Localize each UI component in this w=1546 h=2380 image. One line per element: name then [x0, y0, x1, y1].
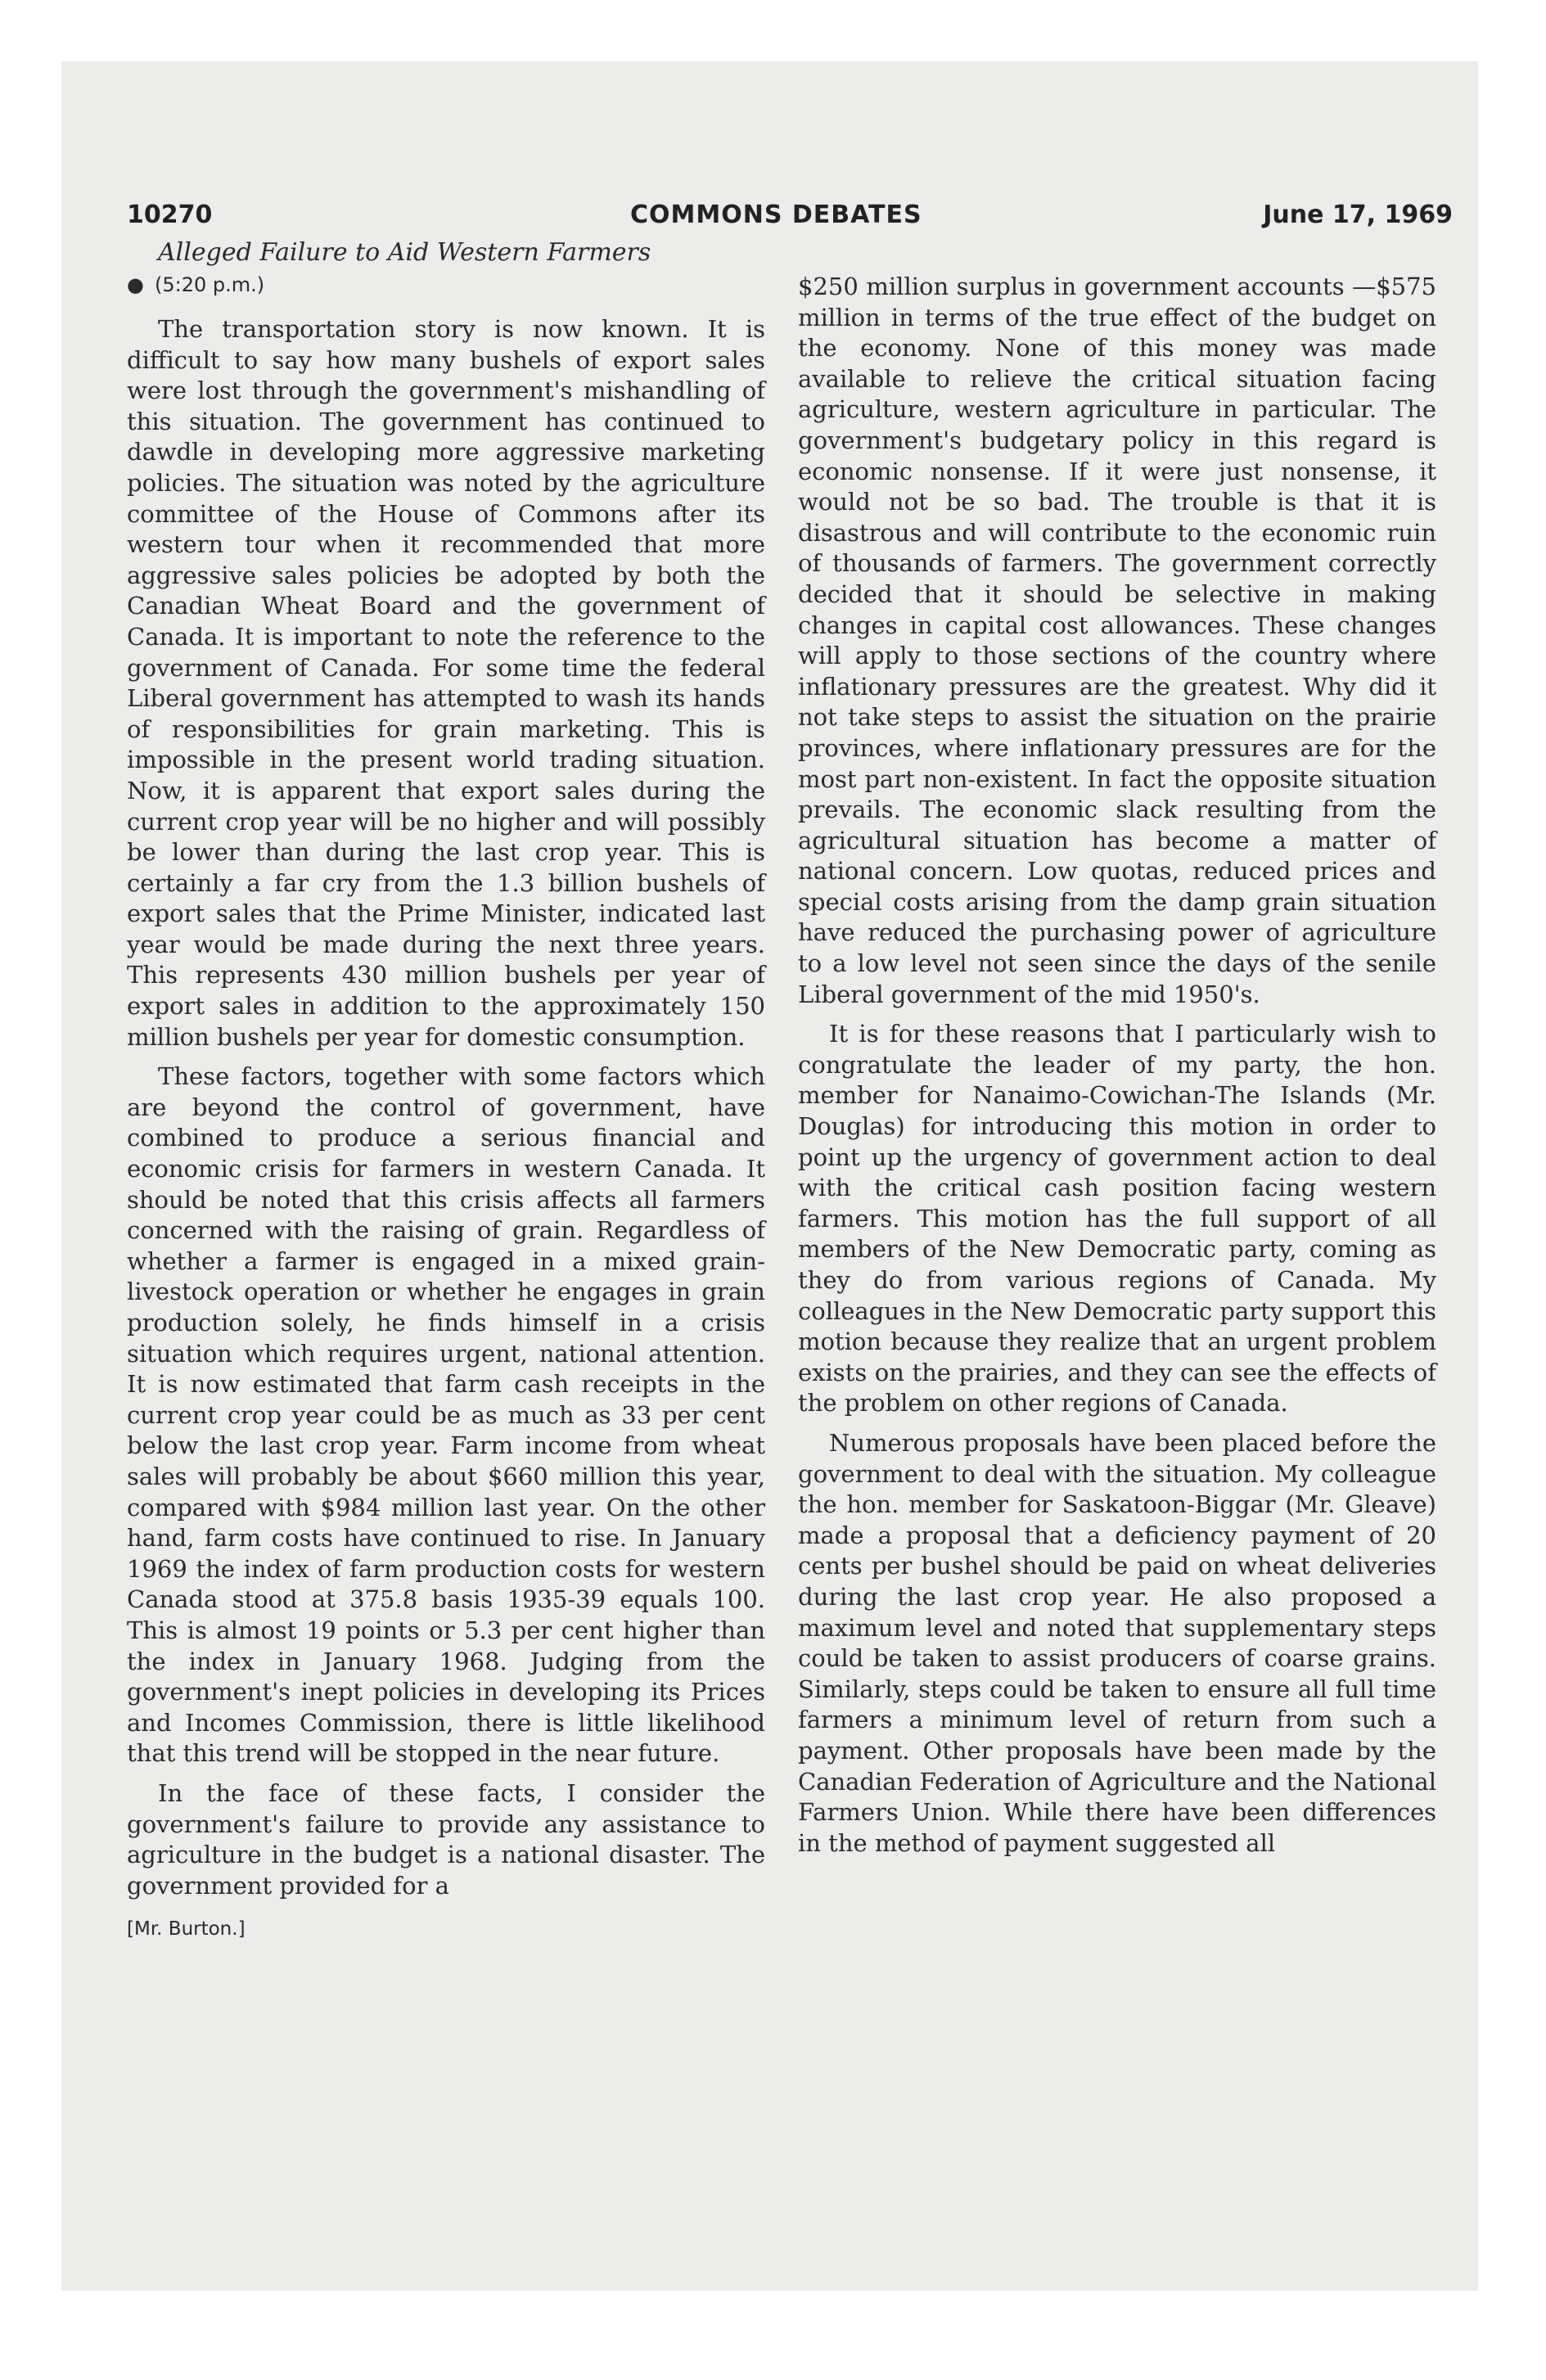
debate-subject: Alleged Failure to Aid Western Farmers: [158, 238, 651, 267]
publication-date: June 17, 1969: [1263, 201, 1453, 229]
page-number: 10270: [127, 201, 213, 229]
paragraph: Numerous proposals have been placed before the government to deal with the situation. My colleague the hon. member for Saskatoon-Biggar (Mr. Gleave) made a proposal that a deficiency payment of 20 cents per bushel should be paid on wheat deliveries during the last crop year. He also proposed a maximum level and noted that supplementary steps could be taken to assist producers of coarse grains. Similarly, steps could be taken to ensure all full time farmers a minimum level of return from such a payment. Other proposals have been made by the Canadian Federation of Agriculture and the National Farmers Union. While there have been differences in the method of payment suggested all: [798, 1428, 1436, 1857]
paragraph: These factors, together with some factors which are beyond the control of government, have combined to produce a serious financial and economic crisis for farmers in western Canada. It should be noted that this crisis affects all farmers concerned with the raising of grain. Regardless of whether a farmer is engaged in a mixed grain-livestock operation or whether he engages in grain production solely, he finds himself in a crisis situation which requires urgent, national attention. It is now estimated that farm cash receipts in the current crop year could be as much as 33 per cent below the last crop year. Farm income from wheat sales will probably be about $660 million this year, compared with $984 million last year. On the other hand, farm costs have continued to rise. In January 1969 the index of farm production costs for western Canada stood at 375.8 basis 1935-39 equals 100. This is almost 19 points or 5.3 per cent higher than the index in January 1968. Judging from the government's inept policies in developing its Prices and Incomes Commission, there is little likelihood that this trend will be stopped in the near future.: [127, 1062, 765, 1768]
left-column: [127, 237, 765, 1945]
paragraph: $250 million surplus in government accounts —$575 million in terms of the true effect of the budget on the economy. None of this money was made available to relieve the critical situation facing agriculture, western agriculture in particular. The government's budgetary policy in this regard is economic nonsense. If it were just nonsense, it would not be so bad. The trouble is that it is disastrous and will contribute to the economic ruin of thousands of farmers. The government correctly decided that it should be selective in making changes in capital cost allowances. These changes will apply to those sections of the country where inflationary pressures are the greatest. Why did it not take steps to assist the situation on the prairie provinces, where inflationary pressures are for the most part non-existent. In fact the opposite situation prevails. The economic slack resulting from the agricultural situation has become a matter of national concern. Low quotas, reduced prices and special costs arising from the damp grain situation have reduced the purchasing power of agriculture to a low level not seen since the days of the senile Liberal government of the mid 1950's.: [798, 273, 1436, 1008]
right-column: [798, 272, 1436, 1859]
paragraph: It is for these reasons that I particularly wish to congratulate the leader of my party, the hon. member for Nanaimo-Cowichan-The Islands (Mr. Douglas) for introducing this motion in order to point up the urgency of government action to deal with the critical cash position facing western farmers. This motion has the full support of all members of the New Democratic party, coming as they do from various regions of Canada. My colleagues in the New Democratic party support this motion because they realize that an urgent problem exists on the prairies, and they can see the effects of the problem on other regions of Canada.: [798, 1020, 1436, 1418]
publication-title: COMMONS DEBATES: [630, 201, 922, 229]
bullet-icon: ●: [127, 273, 144, 296]
speaker-attribution: [Mr. Burton.]: [127, 1918, 246, 1941]
time-marker-text: (5:20 p.m.): [155, 273, 265, 296]
paragraph: In the face of these facts, I consider the government's failure to provide any assistance to agriculture in the budget is a national disaster. The government provided for a: [127, 1778, 765, 1900]
paragraph: The transportation story is now known. It is difficult to say how many bushels of export sales were lost through the government's mishandling of this situation. The government has continued to dawdle in developing more aggressive marketing policies. The situation was noted by the agriculture committee of the House of Commons after its western tour when it recommended that more aggressive sales policies be adopted by both the Canadian Wheat Board and the government of Canada. It is important to note the reference to the government of Canada. For some time the federal Liberal government has attempted to wash its hands of responsibilities for grain marketing. This is impossible in the present world trading situation. Now, it is apparent that export sales during the current crop year will be no higher and will possibly be lower than during the last crop year. This is certainly a far cry from the 1.3 billion bushels of export sales that the Prime Minister, indicated last year would be made during the next three years. This represents 430 million bushels per year of export sales in addition to the approximately 150 million bushels per year for domestic consumption.: [127, 315, 765, 1051]
time-marker: [127, 270, 765, 300]
page-header: [127, 201, 1453, 233]
